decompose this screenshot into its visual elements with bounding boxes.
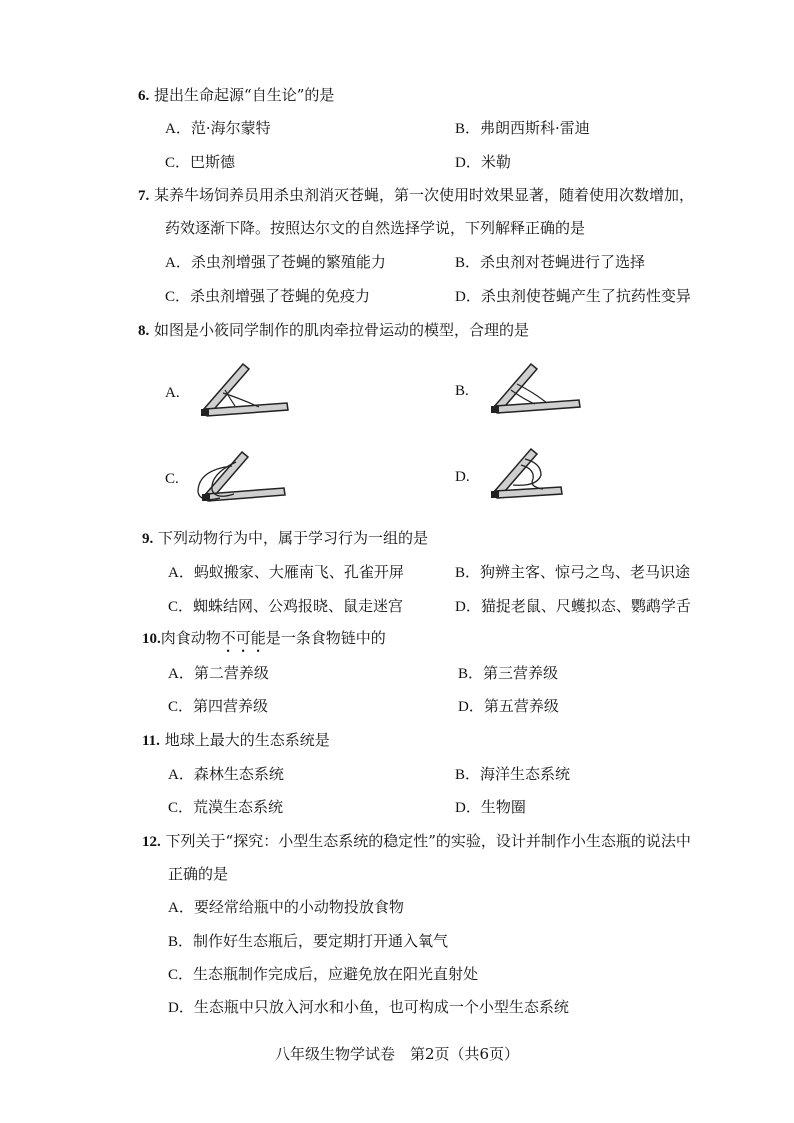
stem-text: 某养牛场饲养员用杀虫剂消灭苍蝇，第一次使用时效果显著，随着使用次数增加， xyxy=(154,186,695,204)
q9-option-b[interactable] xyxy=(455,562,690,583)
stem-text: 是一条食物链中的 xyxy=(265,629,386,647)
q7-option-b[interactable] xyxy=(455,252,645,273)
option-text: 荒漠生态系统 xyxy=(193,798,284,816)
option-letter: C． xyxy=(168,599,194,615)
question-9-stem xyxy=(142,528,428,549)
q9-option-c[interactable] xyxy=(168,596,403,617)
option-text: 第四营养级 xyxy=(193,697,269,715)
q6-option-a[interactable] xyxy=(165,118,271,139)
stem-text: 如图是小筱同学制作的肌肉牵拉骨运动的模型，合理的是 xyxy=(154,321,530,339)
question-number: 10. xyxy=(142,631,161,647)
stem-text: 提出生命起源“自生论”的是 xyxy=(154,86,335,104)
question-number: 11. xyxy=(142,733,160,749)
option-letter: D． xyxy=(168,1000,194,1016)
option-text: 杀虫剂对苍蝇进行了选择 xyxy=(480,253,646,271)
question-12-stem-cont xyxy=(168,864,228,884)
option-text: 海洋生态系统 xyxy=(480,765,571,783)
option-letter: B． xyxy=(455,767,481,783)
q10-option-d[interactable] xyxy=(458,696,559,717)
option-text: 要经常给瓶中的小动物投放食物 xyxy=(193,898,404,916)
question-number: 9. xyxy=(142,531,154,547)
option-letter: A． xyxy=(168,565,194,581)
option-text: 生态瓶制作完成后，应避免放在阳光直射处 xyxy=(193,965,479,983)
stem-text: 下列关于“探究：小型生态系统的稳定性”的实验，设计并制作小生态瓶的说法中 xyxy=(165,832,691,850)
option-letter: B． xyxy=(455,565,481,581)
option-text: 生态瓶中只放入河水和小鱼，也可构成一个小型生态系统 xyxy=(193,998,569,1016)
question-8-stem xyxy=(138,320,529,341)
q7-option-a[interactable] xyxy=(165,252,386,273)
q12-option-b[interactable] xyxy=(168,931,448,952)
q10-option-b[interactable] xyxy=(458,663,558,684)
option-letter: C． xyxy=(165,155,191,171)
option-text: 杀虫剂增强了苍蝇的繁殖能力 xyxy=(190,253,386,271)
option-text: 杀虫剂增强了苍蝇的免疫力 xyxy=(190,287,371,305)
option-text: 生物圈 xyxy=(480,798,526,816)
option-letter: D． xyxy=(455,155,481,171)
q11-option-a[interactable] xyxy=(168,764,284,785)
question-number: 6. xyxy=(138,88,150,104)
option-letter: B． xyxy=(458,666,484,682)
option-text: 杀虫剂使苍蝇产生了抗药性变异 xyxy=(480,287,691,305)
option-letter: D． xyxy=(455,800,481,816)
option-text: 弗朗西斯科·雷迪 xyxy=(480,119,590,137)
option-text: 范·海尔蒙特 xyxy=(190,119,271,137)
option-text: 蚂蚁搬家、大雁南飞、孔雀开屏 xyxy=(193,563,404,581)
option-text: 森林生态系统 xyxy=(193,765,284,783)
q6-option-c[interactable] xyxy=(165,152,235,173)
question-11-stem xyxy=(142,730,330,751)
option-letter: D． xyxy=(455,289,481,305)
emphasized-text: 不可能 xyxy=(220,629,266,647)
option-text: 第三营养级 xyxy=(483,664,559,682)
question-7-stem-cont xyxy=(165,218,585,238)
muscle-model-d-figure xyxy=(485,445,585,505)
option-text: 猫捉老鼠、尺蠖拟态、鹦鹉学舌 xyxy=(480,597,691,615)
q9-option-a[interactable] xyxy=(168,562,404,583)
option-letter: C． xyxy=(168,699,194,715)
question-7-stem xyxy=(138,185,694,206)
option-letter: B． xyxy=(455,121,481,137)
q8-option-c[interactable]: C. xyxy=(165,471,179,487)
stem-text: 正确的是 xyxy=(168,865,229,883)
q10-option-a[interactable] xyxy=(168,663,269,684)
option-letter: C． xyxy=(168,800,194,816)
option-letter: A． xyxy=(165,255,191,271)
q11-option-d[interactable] xyxy=(455,797,526,818)
q11-option-c[interactable] xyxy=(168,797,283,818)
option-text: 米勒 xyxy=(480,153,511,171)
option-letter: B． xyxy=(455,255,481,271)
q6-option-b[interactable] xyxy=(455,118,590,139)
option-text: 狗辨主客、惊弓之鸟、老马识途 xyxy=(480,563,691,581)
question-number: 12. xyxy=(142,834,161,850)
muscle-model-c-figure xyxy=(190,448,290,508)
q7-option-c[interactable] xyxy=(165,286,370,307)
muscle-model-a-figure xyxy=(195,360,295,425)
q6-option-d[interactable] xyxy=(455,152,511,173)
option-text: 制作好生态瓶后，要定期打开通入氧气 xyxy=(193,932,449,950)
option-text: 第二营养级 xyxy=(193,664,269,682)
q11-option-b[interactable] xyxy=(455,764,570,785)
stem-text: 下列动物行为中，属于学习行为一组的是 xyxy=(158,529,429,547)
option-letter: B． xyxy=(168,934,194,950)
muscle-model-b-figure xyxy=(485,360,585,420)
stem-text: 地球上最大的生态系统是 xyxy=(164,731,330,749)
option-text: 蜘蛛结网、公鸡报晓、鼠走迷宫 xyxy=(193,597,404,615)
q12-option-d[interactable] xyxy=(168,997,569,1018)
q10-option-c[interactable] xyxy=(168,696,268,717)
stem-text: 肉食动物 xyxy=(160,629,221,647)
q8-option-b[interactable]: B. xyxy=(455,383,469,399)
option-letter: A． xyxy=(165,121,191,137)
option-letter: C． xyxy=(168,967,194,983)
q7-option-d[interactable] xyxy=(455,286,691,307)
option-letter: A． xyxy=(168,767,194,783)
option-letter: A． xyxy=(168,666,194,682)
q12-option-c[interactable] xyxy=(168,964,478,985)
option-letter: C． xyxy=(165,289,191,305)
option-text: 第五营养级 xyxy=(483,697,559,715)
option-letter: A． xyxy=(168,900,194,916)
q9-option-d[interactable] xyxy=(455,596,691,617)
option-text: 巴斯德 xyxy=(190,153,236,171)
stem-text: 药效逐渐下降。按照达尔文的自然选择学说，下列解释正确的是 xyxy=(165,219,586,237)
question-number: 8. xyxy=(138,323,150,339)
question-10-stem xyxy=(142,628,386,656)
q8-option-a[interactable]: A. xyxy=(165,385,180,401)
q12-option-a[interactable] xyxy=(168,897,404,918)
q8-option-d[interactable]: D. xyxy=(455,469,470,485)
page-footer: 八年级生物学试卷 第2页（共6页） xyxy=(274,1045,520,1063)
option-letter: D． xyxy=(455,599,481,615)
question-6-stem xyxy=(138,85,334,106)
question-12-stem xyxy=(142,831,734,852)
question-number: 7. xyxy=(138,188,150,204)
option-letter: D． xyxy=(458,699,484,715)
